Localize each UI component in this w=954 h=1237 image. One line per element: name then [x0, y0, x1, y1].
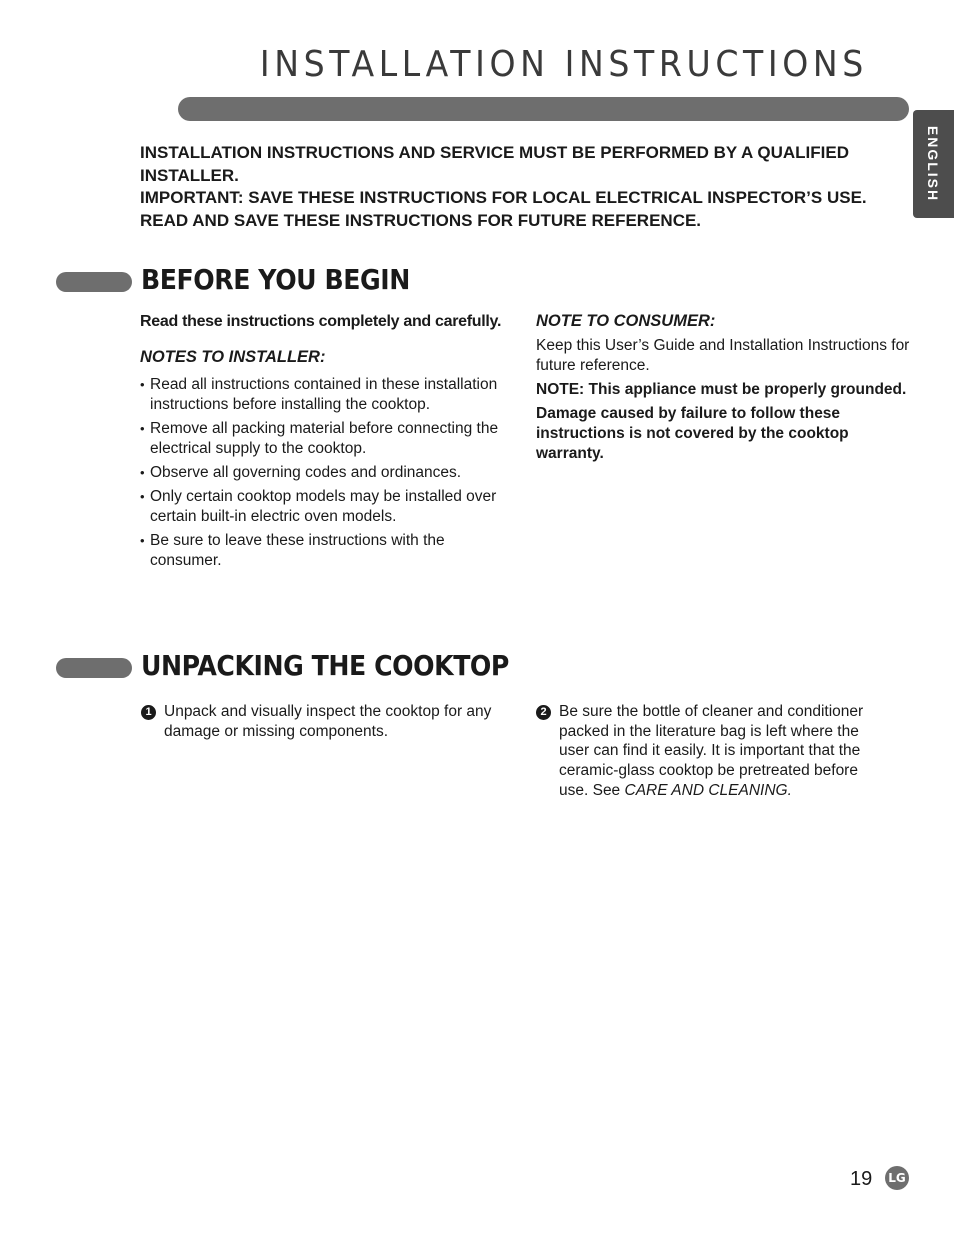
step-text-container — [536, 702, 886, 801]
list-item: • Observe all governing codes and ordinances. — [140, 463, 510, 483]
page-title: INSTALLATION INSTRUCTIONS — [259, 44, 868, 85]
language-tab-label: ENGLISH — [925, 125, 942, 203]
page-number: 19 — [850, 1168, 873, 1190]
lead-text: Read these instructions completely and carefully. — [140, 313, 502, 330]
note-to-consumer-heading: NOTE TO CONSUMER: — [536, 312, 716, 330]
before-you-begin-right-column — [536, 311, 911, 468]
warning-block — [140, 142, 880, 232]
warranty-note: Damage caused by failure to follow these instructions is not covered by the cooktop warranty. — [536, 405, 849, 462]
step-text: Be sure the bottle of cleaner and conditioner packed in the literature bag is left where the user can find it easily. It is important that the ceramic-glass cooktop be pretreated before use. See — [559, 703, 864, 799]
list-item: • Be sure to leave these instructions with the consumer. — [140, 531, 510, 571]
care-and-cleaning-reference: CARE AND CLEANING. — [624, 781, 792, 799]
grounded-note: NOTE: This appliance must be properly grounded. — [536, 381, 907, 398]
warning-line-future-reference: READ AND SAVE THESE INSTRUCTIONS FOR FUTURE REFERENCE. — [140, 210, 702, 230]
note-to-consumer-text: Keep this User’s Guide and Installation Instructions for future reference. — [536, 337, 910, 374]
step-text: Unpack and visually inspect the cooktop for any damage or missing components. — [164, 703, 492, 740]
list-item: • Only certain cooktop models may be installed over certain built-in electric oven models. — [140, 487, 510, 527]
warning-line-inspector: IMPORTANT: SAVE THESE INSTRUCTIONS FOR LOCAL ELECTRICAL INSPECTOR’S USE. — [140, 188, 867, 207]
list-item: • Read all instructions contained in these installation instructions before installing the cooktop. — [140, 375, 510, 415]
before-you-begin-left-column — [140, 311, 510, 575]
list-item: • Remove all packing material before connecting the electrical supply to the cooktop. — [140, 419, 510, 459]
notes-to-installer-list — [140, 375, 510, 571]
section-marker-unpacking — [56, 658, 132, 678]
lg-logo-icon — [885, 1166, 909, 1190]
step-number-badge: 2 — [536, 705, 551, 720]
title-bar-divider — [178, 97, 909, 121]
section-title-unpacking: UNPACKING THE COOKTOP — [141, 649, 509, 682]
unpacking-step-2 — [536, 702, 886, 801]
language-tab — [913, 110, 954, 218]
notes-to-installer-heading: NOTES TO INSTALLER: — [140, 348, 326, 366]
step-number-badge: 1 — [141, 705, 156, 720]
section-marker-before-you-begin — [56, 272, 132, 292]
warning-line-qualified-installer: INSTALLATION INSTRUCTIONS AND SERVICE MUST BE PERFORMED BY A QUALIFIED INSTALLER. — [140, 143, 849, 185]
section-title-before-you-begin: BEFORE YOU BEGIN — [141, 263, 410, 296]
logo-text: LG — [888, 1171, 906, 1185]
unpacking-step-1 — [141, 702, 516, 741]
